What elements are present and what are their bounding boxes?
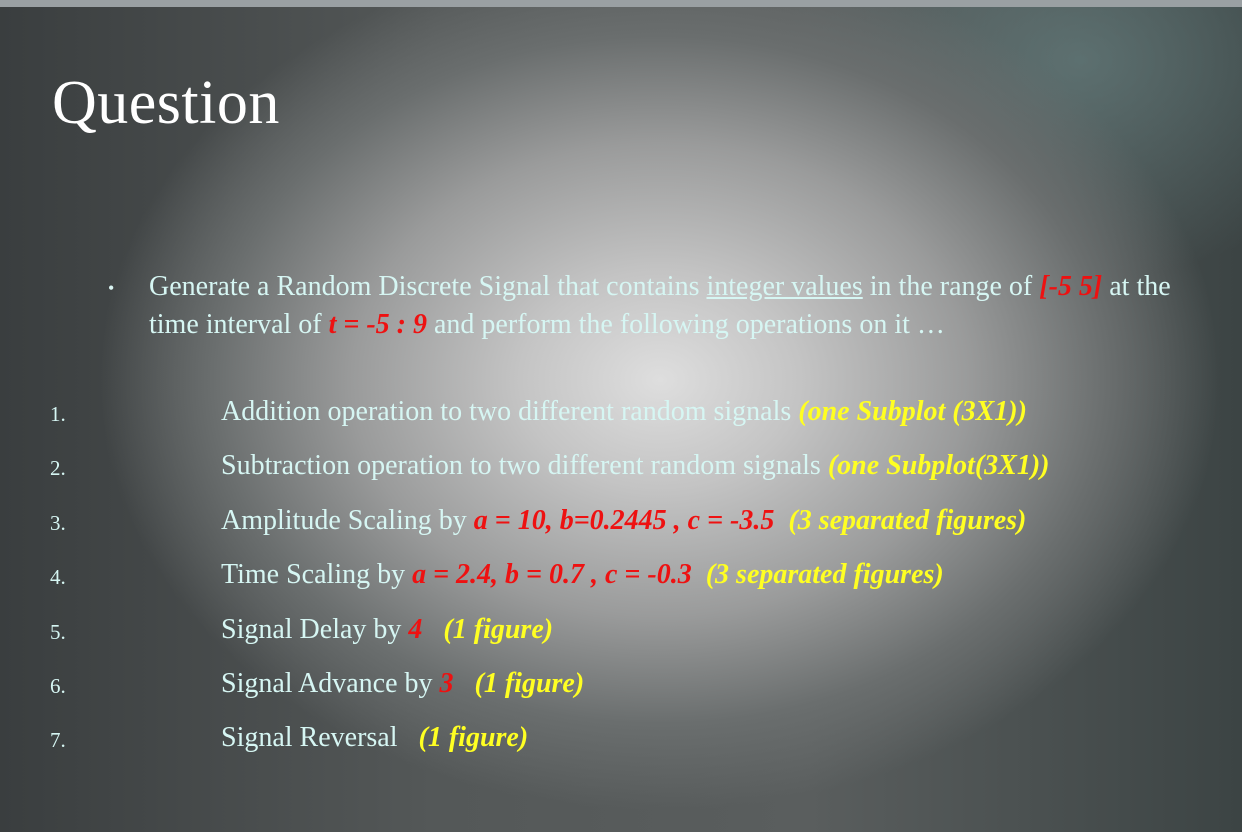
operation-label: Time Scaling by xyxy=(221,559,413,590)
intro-text-3: in the range of xyxy=(862,271,1040,302)
list-item xyxy=(0,392,1242,432)
intro-text-5: at the time interval of xyxy=(149,271,1171,340)
list-item-text xyxy=(221,720,528,756)
operation-label: Addition operation to two different random signals xyxy=(221,396,799,427)
operation-note: (1 figure) xyxy=(443,614,554,645)
list-item xyxy=(0,718,1242,758)
list-item-text xyxy=(221,557,944,593)
operation-note: (3 separated figures) xyxy=(705,559,944,590)
intro-text-1: Generate a Random Discrete Signal that contains xyxy=(149,271,707,302)
operation-note: (1 figure) xyxy=(418,722,529,753)
list-number: 6. xyxy=(50,674,66,698)
operation-label: Signal Delay by xyxy=(221,614,409,645)
top-strip xyxy=(0,0,1242,7)
list-item xyxy=(0,664,1242,704)
list-item xyxy=(0,501,1242,541)
operation-values: 4 xyxy=(408,614,423,645)
operation-note: (1 figure) xyxy=(474,668,585,699)
operation-note: (one Subplot (3X1)) xyxy=(798,396,1027,427)
list-number: 5. xyxy=(50,620,66,644)
intro-text xyxy=(149,268,1219,344)
list-item-text xyxy=(221,448,1050,484)
list-item-text xyxy=(221,666,584,702)
operation-label: Signal Reversal xyxy=(221,722,405,753)
list-item-text xyxy=(221,394,1027,430)
intro-time-interval: t = -5 : 9 xyxy=(328,309,427,340)
operation-values: a = 2.4, b = 0.7 , c = -0.3 xyxy=(412,559,692,590)
operation-note: (one Subplot(3X1)) xyxy=(827,450,1050,481)
intro-text-underlined: integer values xyxy=(706,271,863,302)
list-item xyxy=(0,555,1242,595)
intro-range: [-5 5] xyxy=(1039,271,1103,302)
operation-note: (3 separated figures) xyxy=(788,505,1027,536)
list-number: 2. xyxy=(50,456,66,480)
slide-title: Question xyxy=(52,69,280,137)
list-item xyxy=(0,446,1242,486)
operation-label: Amplitude Scaling by xyxy=(221,505,474,536)
operation-values: 3 xyxy=(439,668,454,699)
list-number: 1. xyxy=(50,402,66,426)
bullet-icon: • xyxy=(108,278,115,298)
list-item-text xyxy=(221,612,553,648)
operation-label: Signal Advance by xyxy=(221,668,440,699)
intro-text-7: and perform the following operations on it … xyxy=(427,309,945,340)
list-number: 4. xyxy=(50,565,66,589)
operation-values: a = 10, b=0.2445 , c = -3.5 xyxy=(473,505,775,536)
list-item-text xyxy=(221,503,1026,539)
list-item xyxy=(0,610,1242,650)
list-number: 7. xyxy=(50,728,66,752)
operation-label: Subtraction operation to two different random signals xyxy=(221,450,828,481)
list-number: 3. xyxy=(50,511,66,535)
